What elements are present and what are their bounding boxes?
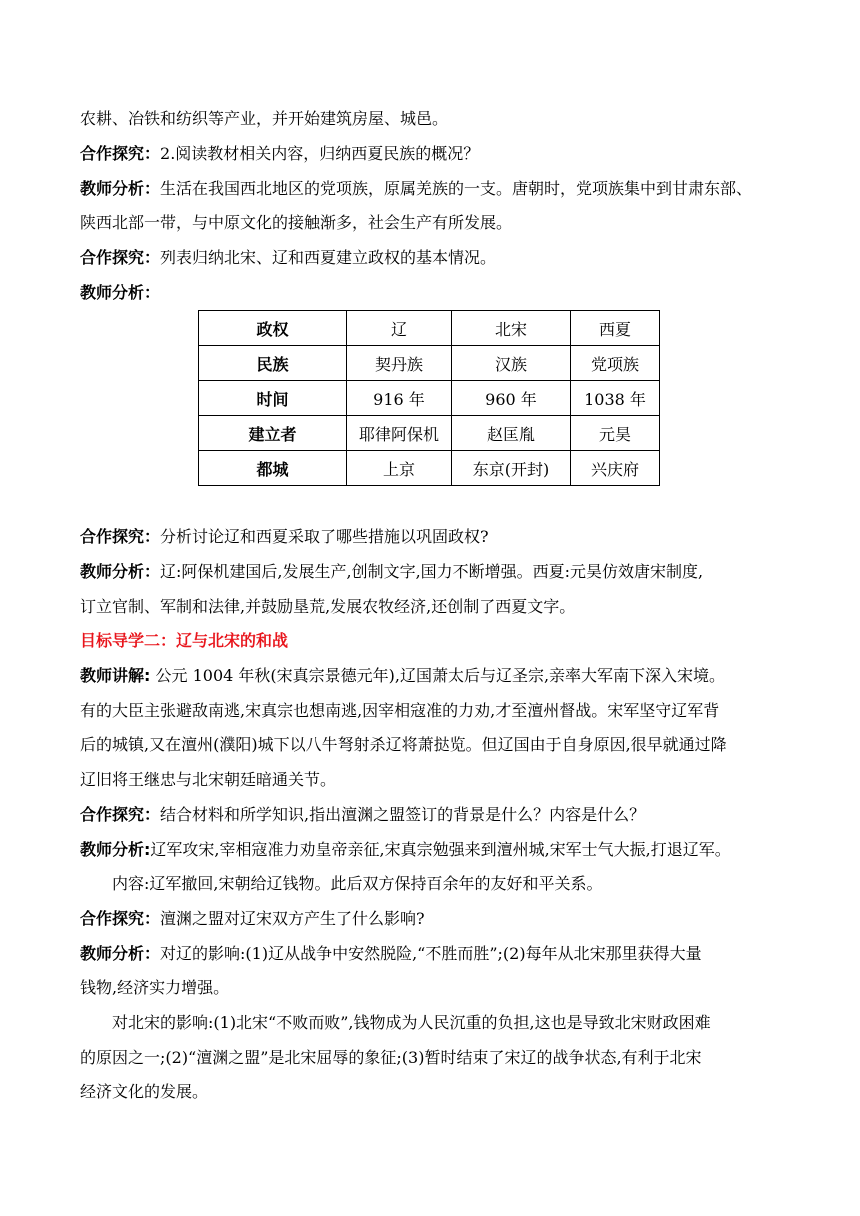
paragraph-text: 分析讨论辽和西夏采取了哪些措施以巩固政权? bbox=[160, 527, 489, 546]
table-header-cell: 西夏 bbox=[571, 311, 660, 346]
paragraph-line: 陕西北部一带，与中原文化的接触渐多，社会生产有所发展。 bbox=[80, 213, 513, 232]
table-header-cell: 政权 bbox=[199, 311, 347, 346]
cooperative-inquiry-2 bbox=[80, 143, 800, 165]
section-label: 教师分析： bbox=[80, 944, 161, 963]
paragraph-text: 生活在我国西北地区的党项族，原属羌族的一支。唐朝时，党项族集中到甘肃东部、 bbox=[160, 179, 753, 198]
section-label: 合作探究： bbox=[80, 144, 161, 163]
paragraph-text: 结合材料和所学知识,指出澶渊之盟签订的背景是什么？内容是什么？ bbox=[160, 805, 646, 824]
teacher-analysis-5 bbox=[80, 943, 800, 965]
section-label: 合作探究： bbox=[80, 805, 161, 824]
paragraph-line: 有的大臣主张避敌南逃,宋真宗也想南逃,因宰相寇准的力劝,才至澶州督战。宋军坚守辽军背 bbox=[80, 701, 720, 720]
paragraph-line: 对北宋的影响:(1)北宋“不败而败”,钱物成为人民沉重的负担,这也是导致北宋财政困难 bbox=[112, 1013, 711, 1032]
paragraph-text: 对辽的影响:(1)辽从战争中安然脱险,“不胜而胜”;(2)每年从北宋那里获得大量 bbox=[160, 944, 702, 963]
paragraph-line: 辽旧将王继忠与北宋朝廷暗通关节。 bbox=[80, 770, 337, 789]
cooperative-inquiry-5 bbox=[80, 804, 800, 826]
paragraph-text: 2.阅读教材相关内容，归纳西夏民族的概况？ bbox=[160, 144, 480, 163]
table-cell: 上京 bbox=[347, 451, 452, 486]
section-label: 合作探究： bbox=[80, 909, 161, 928]
section-label: 教师分析： bbox=[80, 179, 161, 198]
paragraph-line: 经济文化的发展。 bbox=[80, 1082, 209, 1101]
table-cell: 1038 年 bbox=[571, 381, 660, 416]
table-row bbox=[199, 346, 660, 381]
paragraph-line: 后的城镇,又在澶州(濮阳)城下以八牛弩射杀辽将萧挞览。但辽国由于自身原因,很早就通过降 bbox=[80, 735, 727, 754]
table-header-cell: 辽 bbox=[347, 311, 452, 346]
table-row bbox=[199, 381, 660, 416]
table-cell: 汉族 bbox=[452, 346, 571, 381]
paragraph-text: 辽军攻宋,宰相寇准力劝皇帝亲征,宋真宗勉强来到澶州城,宋军士气大振,打退辽军。 bbox=[150, 840, 731, 859]
section-heading: 目标导学二：辽与北宋的和战 bbox=[80, 631, 289, 650]
row-label-cell: 建立者 bbox=[199, 416, 347, 451]
teacher-analysis-4 bbox=[80, 839, 800, 861]
paragraph-line: 的原因之一;(2)“澶渊之盟”是北宋屈辱的象征;(3)暂时结束了宋辽的战争状态,有利于北宋 bbox=[80, 1048, 702, 1067]
paragraph-line: 农耕、冶铁和纺织等产业，并开始建筑房屋、城邑。 bbox=[80, 109, 449, 128]
table-header-row bbox=[199, 311, 660, 346]
teacher-analysis-1 bbox=[80, 178, 800, 200]
table-cell: 916 年 bbox=[347, 381, 452, 416]
regime-comparison-table bbox=[198, 310, 660, 486]
paragraph-text: 列表归纳北宋、辽和西夏建立政权的基本情况。 bbox=[160, 248, 497, 267]
row-label-cell: 都城 bbox=[199, 451, 347, 486]
table-cell: 赵匡胤 bbox=[452, 416, 571, 451]
cooperative-inquiry-4 bbox=[80, 526, 800, 548]
table-cell: 元昊 bbox=[571, 416, 660, 451]
section-label: 合作探究： bbox=[80, 527, 161, 546]
section-label: 合作探究： bbox=[80, 248, 161, 267]
table-cell: 东京(开封) bbox=[452, 451, 571, 486]
teacher-lecture bbox=[80, 665, 800, 687]
row-label-cell: 民族 bbox=[199, 346, 347, 381]
table-cell: 耶律阿保机 bbox=[347, 416, 452, 451]
paragraph-text: 澶渊之盟对辽宋双方产生了什么影响? bbox=[160, 909, 425, 928]
table-cell: 契丹族 bbox=[347, 346, 452, 381]
paragraph-line: 订立官制、军制和法律,并鼓励垦荒,发展农牧经济,还创制了西夏文字。 bbox=[80, 597, 576, 616]
table-cell: 兴庆府 bbox=[571, 451, 660, 486]
cooperative-inquiry-3 bbox=[80, 247, 800, 269]
teacher-analysis-3 bbox=[80, 561, 800, 583]
table-header-cell: 北宋 bbox=[452, 311, 571, 346]
teacher-analysis-2 bbox=[80, 282, 800, 304]
section-label: 教师分析： bbox=[80, 283, 161, 302]
paragraph-line: 钱物,经济实力增强。 bbox=[80, 978, 230, 997]
paragraph-text: 公元 1004 年秋(宋真宗景德元年),辽国萧太后与辽圣宗,亲率大军南下深入宋境。 bbox=[150, 666, 726, 685]
paragraph-text: 辽:阿保机建国后,发展生产,创制文字,国力不断增强。西夏:元昊仿效唐宋制度, bbox=[160, 562, 704, 581]
table-row bbox=[199, 451, 660, 486]
table-cell: 960 年 bbox=[452, 381, 571, 416]
section-label: 教师分析： bbox=[80, 562, 161, 581]
table-row bbox=[199, 416, 660, 451]
row-label-cell: 时间 bbox=[199, 381, 347, 416]
paragraph-line: 内容:辽军撤回,宋朝给辽钱物。此后双方保持百余年的友好和平关系。 bbox=[112, 874, 603, 893]
section-label: 教师分析: bbox=[80, 840, 151, 859]
table-cell: 党项族 bbox=[571, 346, 660, 381]
section-label: 教师讲解: bbox=[80, 666, 151, 685]
cooperative-inquiry-6 bbox=[80, 908, 800, 930]
